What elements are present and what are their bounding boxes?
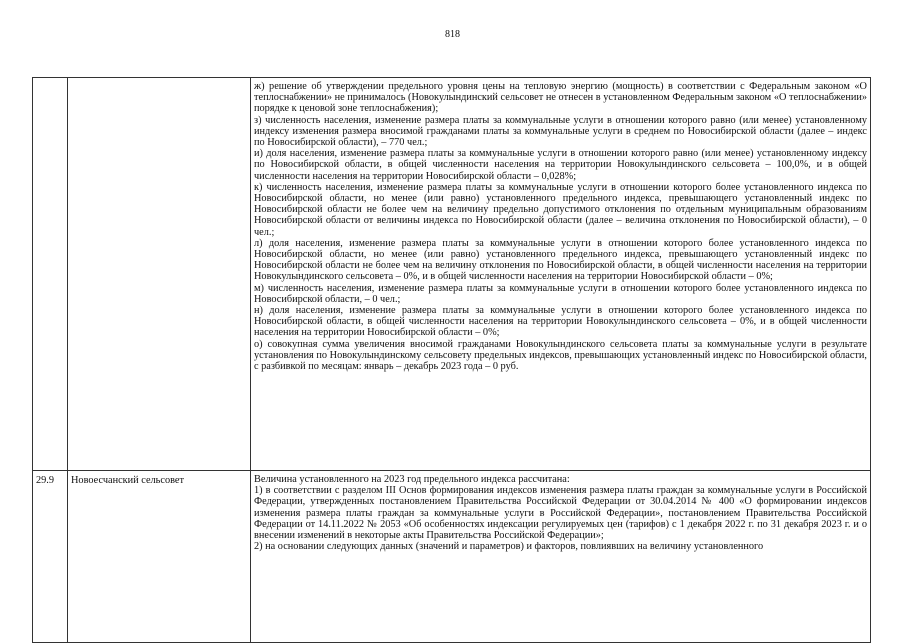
paragraph-zh: ж) решение об утверждении предельного уровня цены на тепловую энергию (мощность) в соответствии с Федеральным законом «О теплоснабжении» не принималось (Новокулындинский сельсовет не отнесен в установленном Федеральным законом «О теплоснабжении» порядке к ценовой зоне теплоснабжения); [254, 81, 867, 115]
paragraph-i: и) доля населения, изменение размера платы за коммунальные услуги в отношении которого равно (или менее) установленному индексу по Новосибирской области, в общей численности населения на территории Новокулындинского сельсовета – 100,0%, и в общей численности населения на территории Новосибирской области – 0,028%; [254, 148, 867, 182]
paragraph-z: з) численность населения, изменение размера платы за коммунальные услуги в отношении которого равно (или менее) установленному индексу изменения размера вносимой гражданами платы за коммунальные услуги в среднем по Новосибирской области (далее – индекс по Новосибирской области), – 770 чел.; [254, 114, 867, 149]
description-cell [251, 78, 871, 471]
table-row [33, 471, 871, 643]
paragraph-l: л) доля населения, изменение размера платы за коммунальные услуги в отношении которого более установленного индекса по Новосибирской области, но менее (или равно) установленного предельного индекса, превышающего установленный индекс по Новосибирской области не более чем на величину отклонения по Новосибирской области, в общей численности населения на территории Новокулындинского сельсовета – 0%, и в общей численности населения на территории Новосибирской области – 0%; [254, 237, 867, 283]
description-cell [251, 471, 871, 643]
paragraph-m: м) численность населения, изменение размера платы за коммунальные услуги в отношении которого более установленного индекса по Новосибирской области, – 0 чел.; [254, 282, 867, 305]
municipality-name-cell [68, 78, 251, 471]
table-row [33, 78, 871, 471]
paragraph-n: н) доля населения, изменение размера платы за коммунальные услуги в отношении которого более установленного индекса по Новосибирской области, в общей численности населения на территории Новокулындинского сельсовета – 0%, и в общей численности населения на территории Новосибирской области – 0%; [254, 305, 867, 339]
paragraph-2: 2) на основании следующих данных (значений и параметров) и факторов, повлиявших на величину установленного [254, 541, 764, 553]
document-table [32, 77, 871, 643]
paragraph-k: к) численность населения, изменение размера платы за коммунальные услуги в отношении которого более установленного индекса по Новосибирской области, но менее (или равно) установленного предельного индекса, превышающего установленный индекс по Новосибирской области не более чем на величину предельно допустимого отклонения по отдельным муниципальным образованиям Новосибирской области от величины индекса по Новосибирской области (далее – величина отклонения по Новосибирской области), – 0 чел.; [254, 181, 867, 238]
row-number-cell: 29.9 [33, 471, 68, 643]
paragraph-1: 1) в соответствии с разделом III Основ формирования индексов изменения размера платы граждан за коммунальные услуги в Российской Федерации, утвержденных постановлением Правительства Российской Федерации от 30.04.2014 № 400 «О формировании индексов изменения размера платы граждан за коммунальные услуги в Российской Федерации», постановлением Правительства Российской Федерации от 14.11.2022 № 2053 «Об особенностях индексации регулируемых цен (тарифов) с 1 декабря 2022 г. по 31 декабря 2023 г. и о внесении изменений в некоторые акты Правительства Российской Федерации»; [254, 485, 867, 542]
row-number-cell [33, 78, 68, 471]
paragraph-o: о) совокупная сумма увеличения вносимой гражданами Новокулындинского сельсовета платы за коммунальные услуги в результате установления по Новокулындинскому сельсовету предельных индексов, превышающих установленный индекс по Новосибирской области, с разбивкой по месяцам: январь – декабрь 2023 года – 0 руб. [254, 338, 867, 373]
municipality-name-cell: Новоесчанский сельсовет [68, 471, 251, 643]
paragraph-intro: Величина установленного на 2023 год предельного индекса рассчитана: [254, 474, 570, 485]
page-number: 818 [445, 29, 460, 40]
